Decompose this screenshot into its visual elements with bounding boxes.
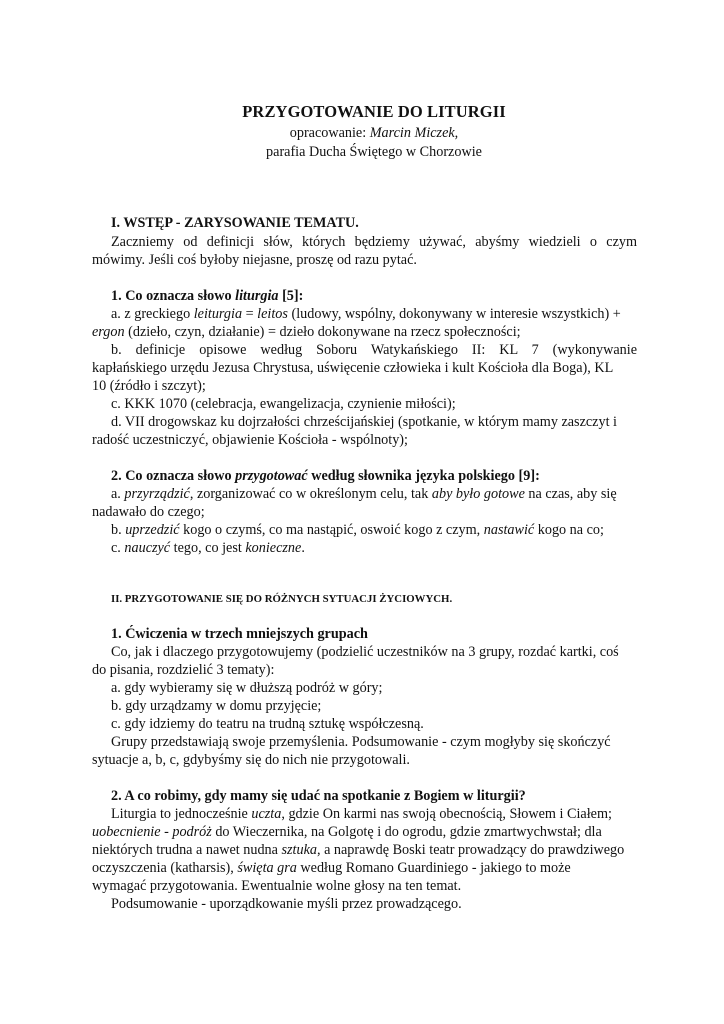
paragraph-line: wymagać przygotowania. Ewentualnie wolne głosy na ten temat. — [92, 878, 462, 894]
list-item-continuation: nadawało do czego; — [92, 504, 205, 520]
question-2-heading: 2. Co oznacza słowo przygotować według słownika języka polskiego [9]: — [111, 468, 540, 484]
list-item: a. z greckiego leiturgia = leitos (ludowy, wspólny, dokonywany w interesie wszystkich) + — [111, 306, 621, 322]
paragraph-line: Grupy przedstawiają swoje przemyślenia. Podsumowanie - czym mogłyby się skończyć — [111, 734, 611, 750]
list-item: a. przyrządzić, zorganizować co w określonym celu, tak aby było gotowe na czas, aby się — [111, 486, 617, 502]
paragraph-line: Liturgia to jednocześnie uczta, gdzie On karmi nas swoją obecnością, Słowem i Ciałem; — [111, 806, 612, 822]
document-title: PRZYGOTOWANIE DO LITURGII — [242, 102, 506, 121]
paragraph-line: oczyszczenia (katharsis), święta gra według Romano Guardiniego - jakiego to może — [92, 860, 571, 876]
list-item-continuation: 10 (źródło i szczyt); — [92, 378, 206, 394]
author-line — [0, 125, 724, 142]
paragraph-line: niektórych trudna a nawet nudna sztuka, a naprawdę Boski teatr prowadzący do prawdziwego — [92, 842, 625, 858]
paragraph-line: Co, jak i dlaczego przygotowujemy (podzielić uczestników na 3 grupy, rozdać kartki, coś — [111, 644, 619, 660]
section-1-heading: I. WSTĘP - ZARYSOWANIE TEMATU. — [111, 215, 359, 231]
list-item-continuation: ergon (dzieło, czyn, działanie) = dzieło dokonywane na rzecz społeczności; — [92, 324, 521, 340]
list-item: b. uprzedzić kogo o czymś, co ma nastąpić, oswoić kogo z czym, nastawić kogo na co; — [111, 522, 604, 538]
question-1-heading: 1. Co oznacza słowo liturgia [5]: — [111, 288, 304, 304]
list-item: c. KKK 1070 (celebracja, ewangelizacja, czynienie miłości); — [111, 396, 456, 412]
list-item: c. nauczyć tego, co jest konieczne. — [111, 540, 305, 556]
list-item: d. VII drogowskaz ku dojrzałości chrześcijańskiej (spotkanie, w którym mamy zaszczyt i — [111, 414, 617, 430]
author-name: Marcin Miczek, — [369, 125, 459, 141]
list-item-continuation: kapłańskiego urzędu Jezusa Chrystusa, uświęcenie człowieka i kult Kościoła dla Boga), KL — [92, 360, 614, 376]
list-item: b. definicje opisowe według Soboru Watykańskiego II: KL 7 (wykonywanie — [111, 342, 637, 358]
paragraph-line: mówimy. Jeśli coś byłoby niejasne, proszę od razu pytać. — [92, 252, 417, 268]
list-item: b. gdy urządzamy w domu przyjęcie; — [111, 698, 322, 714]
liturgy-question-heading: 2. A co robimy, gdy mamy się udać na spotkanie z Bogiem w liturgii? — [111, 788, 526, 804]
list-item-continuation: radość uczestniczyć, objawienie Kościoła - wspólnoty); — [92, 432, 408, 448]
list-item: a. gdy wybieramy się w dłuższą podróż w góry; — [111, 680, 383, 696]
list-item: c. gdy idziemy do teatru na trudną sztukę współczesną. — [111, 716, 424, 732]
paragraph-line: uobecnienie - podróż do Wieczernika, na Golgotę i do ogrodu, gdzie zmartwychwstał; dla — [92, 824, 602, 840]
paragraph-line: Podsumowanie - uporządkowanie myśli przez prowadzącego. — [111, 896, 462, 912]
author-prefix: opracowanie: — [289, 125, 370, 141]
section-2-heading: II. PRZYGOTOWANIE SIĘ DO RÓŻNYCH SYTUACJI ŻYCIOWYCH. — [111, 593, 453, 605]
exercise-heading: 1. Ćwiczenia w trzech mniejszych grupach — [111, 626, 368, 642]
parish-line: parafia Ducha Świętego w Chorzowie — [266, 144, 482, 160]
paragraph-line: do pisania, rozdzielić 3 tematy): — [92, 662, 275, 678]
paragraph-line: Zaczniemy od definicji słów, których będziemy używać, abyśmy wiedzieli o czym — [111, 234, 637, 250]
paragraph-line: sytuacje a, b, c, gdybyśmy się do nich nie przygotowali. — [92, 752, 410, 768]
